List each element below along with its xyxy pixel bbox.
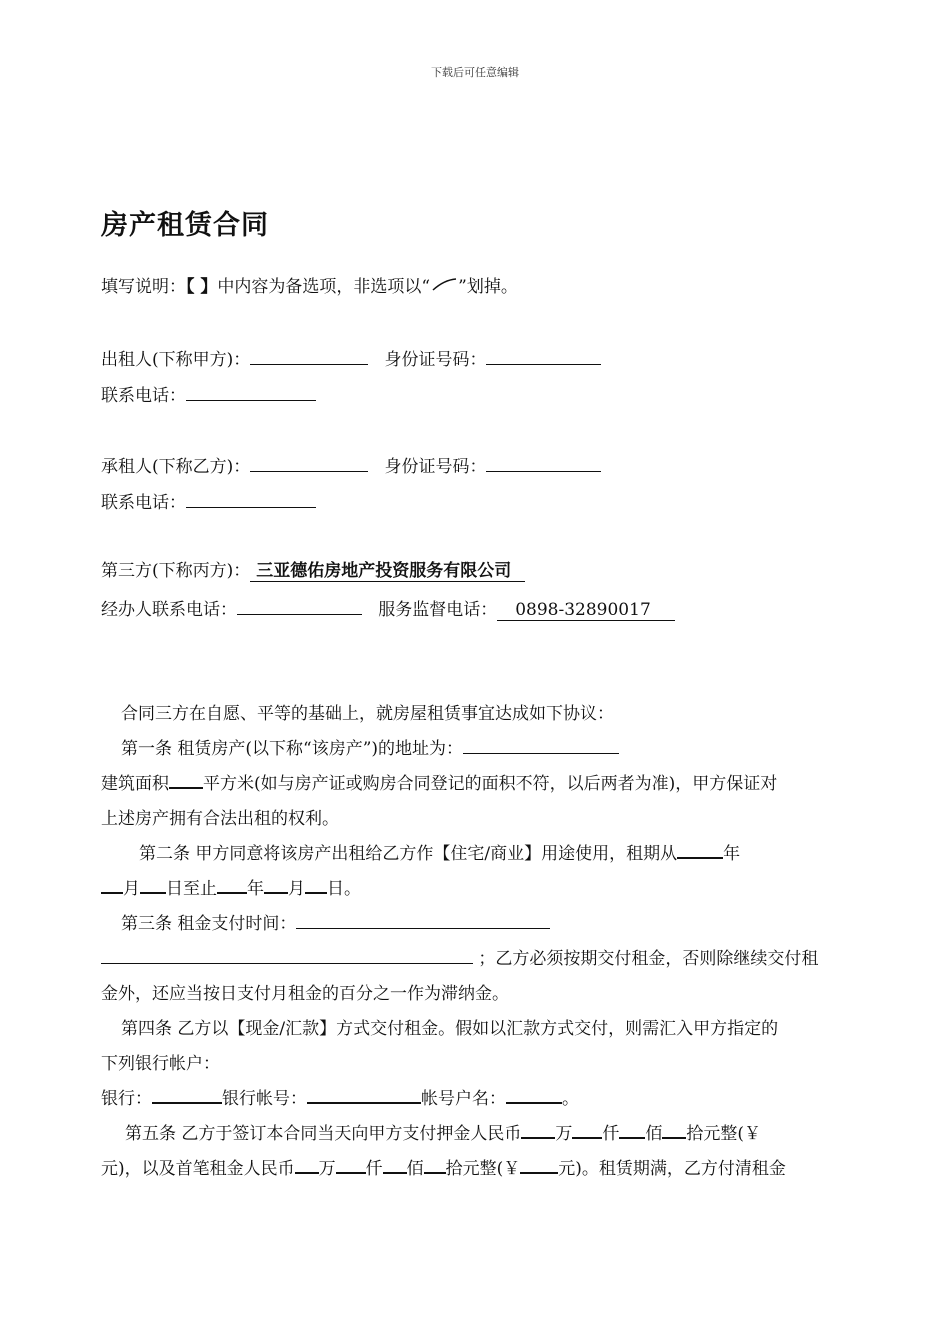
article-1-text: 第一条 租赁房产(以下称“该房产”)的地址为：	[121, 739, 464, 759]
lessor-id-field[interactable]	[486, 346, 601, 365]
area-label: 建筑面积	[101, 774, 169, 794]
day-to-label: 日至止	[166, 879, 217, 899]
instructions-bracket: 【 】	[186, 277, 218, 297]
supervision-phone-label: 服务监督电话：	[378, 600, 498, 620]
article-4-end: 。	[562, 1089, 579, 1109]
lessor-phone-row	[101, 382, 316, 407]
article-4-line-3	[101, 1082, 863, 1117]
qian-label-1: 仟	[602, 1124, 620, 1144]
article-2-line-2	[101, 872, 863, 907]
account-label: 银行帐号：	[222, 1089, 307, 1109]
year-label-2: 年	[247, 879, 264, 899]
deposit-wan-field[interactable]	[521, 1119, 555, 1139]
fill-instructions	[101, 276, 518, 298]
document-title: 房产租赁合同	[101, 210, 269, 241]
third-party-phone-row	[101, 596, 675, 621]
article-4-line-1: 第四条 乙方以【现金/汇款】方式交付租金。假如以汇款方式交付，则需汇入甲方指定的	[121, 1019, 779, 1039]
instructions-prefix: 填写说明：	[101, 277, 186, 297]
third-party-name: 三亚德佑房地产投资服务有限公司	[250, 561, 525, 582]
area-field[interactable]	[169, 769, 203, 789]
lessor-phone-field[interactable]	[186, 382, 316, 401]
article-1-area-text: 平方米(如与房产证或购房合同登记的面积不符，以后两者为准)，甲方保证对	[203, 774, 778, 794]
start-day-field[interactable]	[140, 874, 166, 894]
holder-label: 帐号户名：	[421, 1089, 506, 1109]
lessor-row	[101, 346, 601, 371]
agent-phone-field[interactable]	[237, 596, 362, 615]
rent-shi-field[interactable]	[424, 1154, 446, 1174]
payment-time-field-cont[interactable]	[101, 945, 473, 964]
start-year-field[interactable]	[677, 839, 723, 859]
article-5-line-2	[101, 1152, 863, 1187]
contract-body	[101, 697, 863, 1187]
instructions-text-1: 中内容为备选项，非选项以“	[217, 277, 431, 297]
strike-mark-icon	[430, 276, 458, 294]
wan-label-2: 万	[318, 1159, 336, 1179]
agent-phone-label: 经办人联系电话：	[101, 600, 237, 620]
payment-time-field[interactable]	[296, 910, 550, 929]
article-3-line-3: 金外，还应当按日支付月租金的百分之一作为滞纳金。	[101, 984, 509, 1004]
rent-bai-field[interactable]	[383, 1154, 407, 1174]
rent-qian-field[interactable]	[336, 1154, 366, 1174]
bai-label-1: 佰	[645, 1124, 663, 1144]
article-4-line-2: 下列银行帐户：	[101, 1054, 220, 1074]
rent-yuan-field[interactable]	[520, 1154, 558, 1174]
holder-field[interactable]	[506, 1084, 562, 1104]
lessee-name-field[interactable]	[250, 453, 368, 472]
bank-field[interactable]	[152, 1084, 222, 1104]
article-1-line-2	[101, 767, 863, 802]
month-label-2: 月	[288, 879, 305, 899]
rent-wan-field[interactable]	[295, 1154, 319, 1174]
yuan-label-1: 元)，以及首笔租金人民币	[101, 1159, 295, 1179]
lessor-name-field[interactable]	[250, 346, 368, 365]
supervision-phone: 0898-32890017	[497, 600, 675, 621]
article-3-line-2	[101, 942, 863, 977]
lessee-id-field[interactable]	[486, 453, 601, 472]
article-5-text: 第五条 乙方于签订本合同当天向甲方支付押金人民币	[125, 1124, 522, 1144]
wan-label-1: 万	[555, 1124, 573, 1144]
instructions-text-2: ”划掉。	[458, 277, 518, 297]
end-month-field[interactable]	[264, 874, 288, 894]
article-3-penalty-text: ；乙方必须按期交付租金，否则除继续交付租	[478, 949, 819, 969]
year-label-1: 年	[723, 844, 741, 864]
article-3-text: 第三条 租金支付时间：	[121, 914, 297, 934]
third-party-row	[101, 560, 525, 582]
article-3-line-1	[101, 907, 863, 942]
shi-label-2: 拾元整(￥	[445, 1159, 521, 1179]
bai-label-2: 佰	[406, 1159, 424, 1179]
article-2-line-1	[101, 837, 863, 872]
deposit-shi-field[interactable]	[662, 1119, 686, 1139]
lessee-id-label: 身份证号码：	[384, 457, 487, 477]
intro-paragraph: 合同三方在自愿、平等的基础上，就房屋租赁事宜达成如下协议：	[121, 704, 614, 724]
day-label: 日。	[327, 879, 361, 899]
deposit-bai-field[interactable]	[619, 1119, 645, 1139]
bank-label: 银行：	[101, 1089, 152, 1109]
lessee-label: 承租人(下称乙方)：	[101, 457, 251, 477]
third-party-label: 第三方(下称丙方)：	[101, 561, 251, 581]
month-label-1: 月	[123, 879, 140, 899]
page-header-note: 下载后可任意编辑	[431, 66, 519, 79]
account-field[interactable]	[307, 1084, 421, 1104]
lessor-phone-label: 联系电话：	[101, 386, 186, 406]
deposit-qian-field[interactable]	[572, 1119, 602, 1139]
lessee-phone-field[interactable]	[186, 489, 316, 508]
property-address-field[interactable]	[463, 735, 619, 754]
qian-label-2: 仟	[365, 1159, 383, 1179]
lessor-label: 出租人(下称甲方)：	[101, 350, 251, 370]
start-month-field[interactable]	[101, 874, 123, 894]
article-1-line-3: 上述房产拥有合法出租的权利。	[101, 809, 339, 829]
end-day-field[interactable]	[305, 874, 327, 894]
article-5-end: 元)。租赁期满，乙方付清租金	[558, 1159, 786, 1179]
lessee-row	[101, 453, 601, 478]
lessee-phone-label: 联系电话：	[101, 493, 186, 513]
article-1-line-1	[101, 732, 863, 767]
lessor-id-label: 身份证号码：	[384, 350, 487, 370]
end-year-field[interactable]	[217, 874, 247, 894]
shi-label-1: 拾元整(￥	[686, 1124, 762, 1144]
article-5-line-1	[101, 1117, 863, 1152]
article-2-text: 第二条 甲方同意将该房产出租给乙方作【住宅/商业】用途使用，租期从	[139, 844, 678, 864]
lessee-phone-row	[101, 489, 316, 514]
